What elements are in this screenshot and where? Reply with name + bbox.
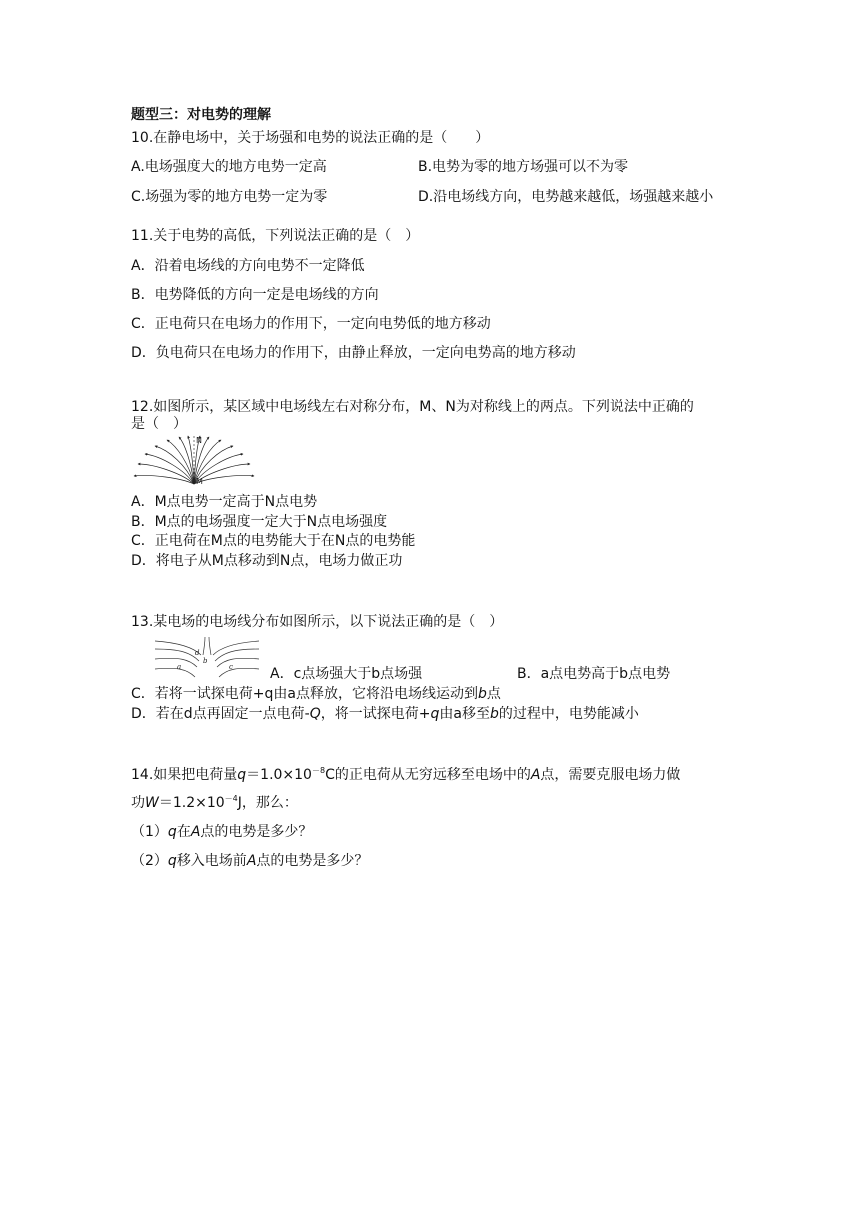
field-lines-figure-mn [131, 434, 257, 486]
q12-stem-line2: 是（ ） [131, 416, 187, 432]
q11-option-a: A．沿着电场线的方向电势不一定降低 [131, 258, 365, 274]
q10-option-c: C.场强为零的地方电势一定为零 [131, 189, 328, 205]
q13-option-a: A．c点场强大于b点场强 [270, 666, 423, 682]
q10-option-d: D.沿电场线方向，电势越来越低，场强越来越小 [418, 189, 714, 205]
q12-option-a: A．M点电势一定高于N点电势 [131, 494, 318, 510]
q11-option-c: C．正电荷只在电场力的作用下，一定向电势低的地方移动 [131, 316, 491, 332]
q14-subquestion-1: （1）q在A点的电势是多少？ [131, 824, 313, 840]
q10-option-a: A.电场强度大的地方电势一定高 [131, 159, 327, 175]
field-lines-figure-abcd [153, 635, 261, 681]
q10-option-b: B.电势为零的地方场强可以不为零 [418, 159, 629, 175]
q14-stem-line2: 功$W=1.2\times 10^{-4}J$，那么： [131, 794, 298, 811]
figure-label-b: b [203, 657, 208, 665]
q12-option-b: B．M点的电场强度一定大于N点电场强度 [131, 514, 388, 530]
q13-option-b: B．a点电势高于b点电势 [517, 666, 671, 682]
figure-label-d: d [195, 649, 200, 657]
q13-stem: 13.某电场的电场线分布如图所示，以下说法正确的是（ ） [131, 614, 504, 630]
figure-label-m: M [196, 477, 203, 486]
q12-option-c: C．正电荷在M点的电势能大于在N点的电势能 [131, 533, 416, 549]
q12-option-d: D．将电子从M点移动到N点，电场力做正功 [131, 553, 403, 569]
q13-option-c: C．若将一试探电荷+q由a点释放，它将沿电场线运动到b点 [131, 686, 501, 702]
q10-stem: 10.在静电场中，关于场强和电势的说法正确的是（ ） [131, 130, 490, 146]
figure-label-c: c [229, 663, 233, 671]
q11-option-b: B．电势降低的方向一定是电场线的方向 [131, 287, 379, 303]
q11-stem: 11.关于电势的高低，下列说法正确的是（ ） [131, 228, 420, 244]
q14-subquestion-2: （2）q移入电场前A点的电势是多少？ [131, 853, 369, 869]
q12-stem-line1: 12.如图所示，某区域中电场线左右对称分布，M、N为对称线上的两点。下列说法中正确的 [131, 399, 694, 415]
section-title: 题型三：对电势的理解 [131, 107, 271, 123]
q11-option-d: D．负电荷只在电场力的作用下，由静止释放，一定向电势高的地方移动 [131, 345, 576, 361]
figure-label-a: a [177, 663, 182, 671]
figure-label-n: N [196, 436, 202, 445]
q14-stem-line1: 14.如果把电荷量$q=1.0\times 10^{-8}C$的正电荷从无穷远移至电场中的A点，需要克服电场力做 [131, 766, 681, 783]
q13-option-d: D．若在d点再固定一点电荷-Q，将一试探电荷+q由a移至b的过程中，电势能减小 [131, 706, 639, 722]
